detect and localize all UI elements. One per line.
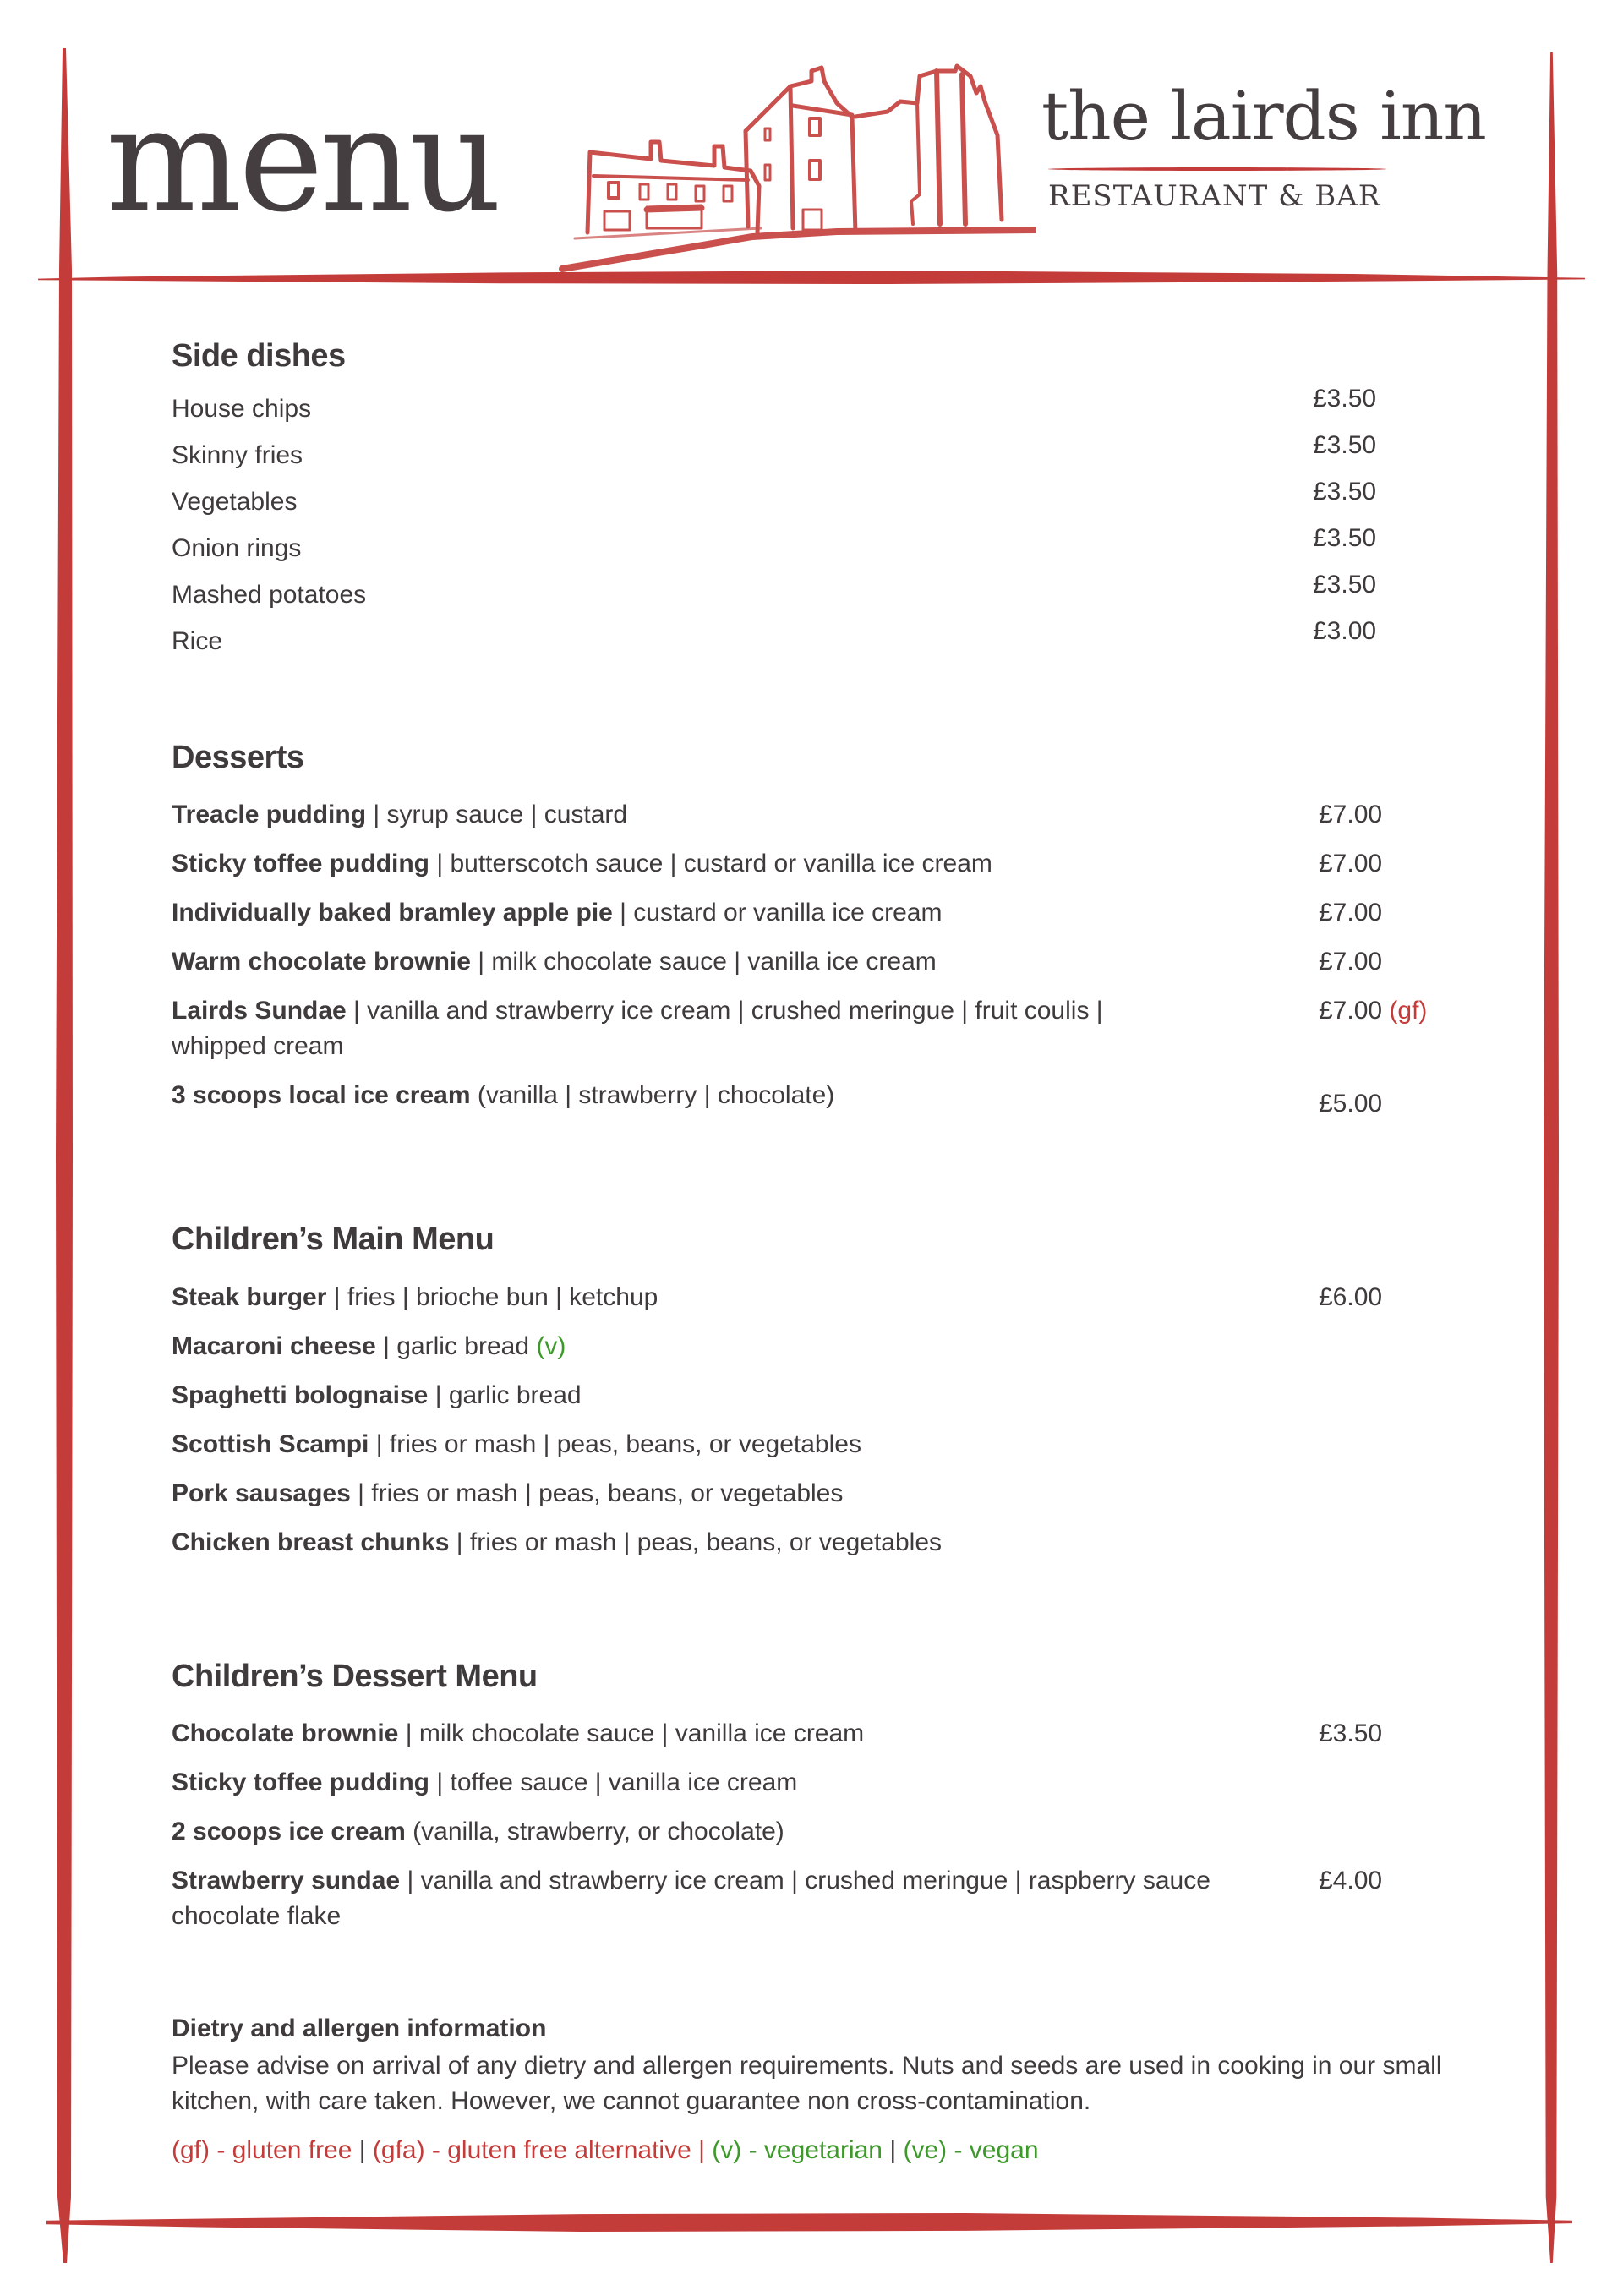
- menu-title: menu: [106, 77, 499, 244]
- item-price: £7.00: [1319, 801, 1383, 828]
- item-price: £3.00: [1313, 617, 1377, 645]
- item-details: | milk chocolate sauce | vanilla ice cream: [470, 948, 937, 976]
- section-title-side-dishes: Side dishes: [172, 338, 346, 374]
- item-name: Skinny fries: [172, 441, 303, 469]
- header-divider-stroke: [38, 271, 1585, 284]
- section-title-childrens-main: Children’s Main Menu: [172, 1222, 495, 1257]
- legend-gluten-free: (gf) - gluten free: [172, 2136, 352, 2164]
- item-name: Vegetables: [172, 488, 298, 516]
- item-name: Sticky toffee pudding: [172, 1768, 430, 1796]
- item-price: £3.50: [1313, 524, 1377, 552]
- item-name: Chocolate brownie: [172, 1719, 399, 1747]
- item-price: £7.00: [1319, 899, 1383, 927]
- legend-gluten-free-alternative: (gfa) - gluten free alternative: [372, 2136, 691, 2164]
- item-name: Spaghetti bolognaise: [172, 1381, 429, 1409]
- item-price: £3.50: [1313, 431, 1377, 459]
- gluten-free-tag: (gf): [1382, 997, 1428, 1025]
- item-price: £4.00: [1319, 1867, 1383, 1894]
- item-price: £6.00: [1319, 1283, 1383, 1311]
- item-name: Sticky toffee pudding: [172, 850, 430, 877]
- item-details: | syrup sauce | custard: [366, 801, 628, 828]
- item-name: House chips: [172, 395, 312, 423]
- item-name: Mashed potatoes: [172, 581, 367, 609]
- item-details: | vanilla and strawberry ice cream | crushed meringue | raspberry sauce chocolate flake: [172, 1867, 1210, 1930]
- left-border-stroke: [56, 48, 73, 2263]
- item-name: Individually baked bramley apple pie: [172, 899, 613, 927]
- item-details: | fries or mash | peas, beans, or vegetables: [350, 1479, 844, 1507]
- item-details: | fries or mash | peas, beans, or vegetables: [369, 1430, 861, 1458]
- item-details: | fries | brioche bun | ketchup: [326, 1283, 658, 1311]
- item-price: £3.50: [1313, 385, 1377, 413]
- item-details: (vanilla, strawberry, or chocolate): [405, 1818, 784, 1845]
- legend-separator: |: [691, 2136, 713, 2164]
- item-price: £3.50: [1319, 1719, 1383, 1747]
- item-name: Treacle pudding: [172, 801, 367, 828]
- vegetarian-tag: (v): [536, 1332, 566, 1360]
- allergen-body: Please advise on arrival of any dietry and allergen requirements. Nuts and seeds are used in cooking in our small kitchen, with care taken. However, we cannot guarantee non cross-contamination.: [172, 2052, 1442, 2115]
- item-name: 2 scoops ice cream: [172, 1818, 406, 1845]
- item-name: Onion rings: [172, 534, 302, 562]
- item-name: Pork sausages: [172, 1479, 351, 1507]
- item-details: | toffee sauce | vanilla ice cream: [429, 1768, 798, 1796]
- item-name: Chicken breast chunks: [172, 1528, 450, 1556]
- item-name: Strawberry sundae: [172, 1867, 401, 1894]
- item-details: | butterscotch sauce | custard or vanilla ice cream: [429, 850, 992, 877]
- item-price: £3.50: [1313, 571, 1377, 599]
- brand-subtitle: RESTAURANT & BAR: [1048, 179, 1381, 213]
- footer-divider-stroke: [46, 2213, 1572, 2232]
- item-name: Scottish Scampi: [172, 1430, 369, 1458]
- legend-vegan: (ve) - vegan: [903, 2136, 1039, 2164]
- section-title-childrens-dessert: Children’s Dessert Menu: [172, 1659, 538, 1694]
- legend-separator: |: [883, 2136, 904, 2164]
- item-name: 3 scoops local ice cream: [172, 1081, 471, 1109]
- item-price: £7.00: [1319, 850, 1383, 877]
- item-name: Rice: [172, 627, 223, 655]
- item-details: | garlic bread: [375, 1332, 537, 1360]
- right-border-stroke: [1544, 52, 1559, 2263]
- item-details: | garlic bread: [428, 1381, 582, 1409]
- item-name: Lairds Sundae: [172, 997, 347, 1025]
- item-details: | fries or mash | peas, beans, or vegetables: [449, 1528, 943, 1556]
- item-price: £7.00: [1319, 997, 1383, 1025]
- item-details: | milk chocolate sauce | vanilla ice cream: [398, 1719, 865, 1747]
- legend-separator: |: [352, 2136, 373, 2164]
- allergen-title: Dietry and allergen information: [172, 2014, 547, 2042]
- item-name: Steak burger: [172, 1283, 327, 1311]
- item-details: (vanilla | strawberry | chocolate): [470, 1081, 835, 1109]
- legend-vegetarian: (v) - vegetarian: [712, 2136, 883, 2164]
- item-name: Macaroni cheese: [172, 1332, 376, 1360]
- brand-name: the lairds inn: [1041, 77, 1486, 156]
- item-details: | vanilla and strawberry ice cream | crushed meringue | fruit coulis | whipped cream: [172, 997, 1103, 1060]
- item-price: £3.50: [1313, 478, 1377, 506]
- dietary-legend: [172, 2136, 1039, 2165]
- item-details: | custard or vanilla ice cream: [612, 899, 943, 927]
- item-price: £7.00: [1319, 948, 1383, 976]
- section-title-desserts: Desserts: [172, 740, 304, 775]
- building-sketch-icon: [558, 51, 1036, 272]
- item-price: £5.00: [1319, 1090, 1383, 1118]
- brand-underline: [1048, 167, 1386, 171]
- item-name: Warm chocolate brownie: [172, 948, 471, 976]
